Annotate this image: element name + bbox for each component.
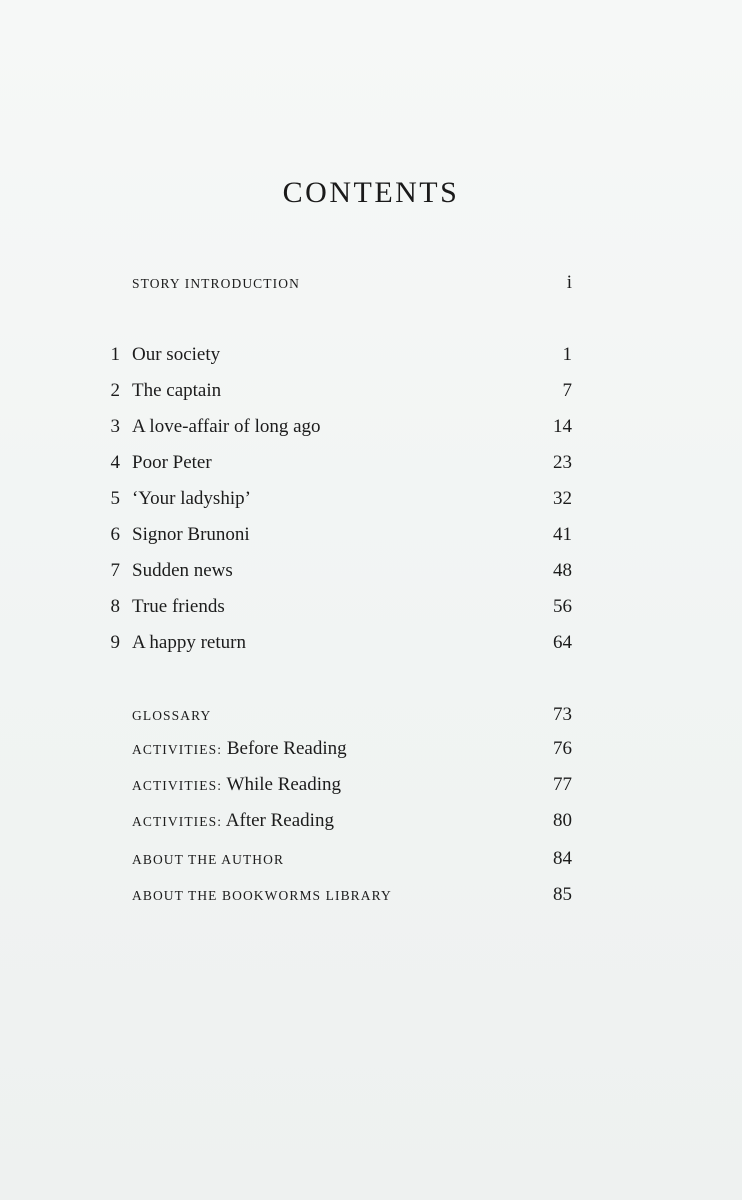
toc-entry-title: While Reading (226, 774, 342, 795)
toc-entry-number: 6 (110, 524, 120, 545)
toc-entry-chapter-9 (0, 628, 742, 658)
toc-entry-number: 1 (110, 344, 120, 365)
toc-entry-prefix: ACTIVITIES: (132, 814, 223, 829)
toc-entry-page: 56 (553, 596, 572, 617)
toc-entry-title: After Reading (225, 810, 334, 831)
toc-entry-about-library (0, 880, 742, 910)
page-title: CONTENTS (282, 176, 460, 209)
toc-entry-page: 32 (553, 488, 572, 509)
toc-entry-number: 8 (110, 596, 120, 617)
toc-entry-number: 3 (110, 416, 120, 437)
toc-entry-chapter-6 (0, 520, 742, 550)
toc-entry-label (132, 810, 334, 832)
toc-entry-page: 14 (553, 416, 572, 437)
toc-entry-number: 7 (110, 560, 120, 581)
toc-entry-page: 64 (553, 632, 572, 653)
toc-entry-page: 48 (553, 560, 572, 581)
toc-entry-label: A love-affair of long ago (132, 416, 321, 437)
toc-entry-page: 84 (553, 848, 572, 869)
toc-entry-number: 9 (110, 632, 120, 653)
toc-entry-page: 73 (553, 704, 572, 725)
toc-entry-label: Our society (132, 344, 221, 365)
toc-entry-number: 2 (110, 380, 120, 401)
toc-entry-label: Sudden news (132, 560, 233, 581)
toc-entry-about-author (0, 844, 742, 874)
toc-entry-prefix: ACTIVITIES: (132, 742, 223, 757)
toc-entry-page: 76 (553, 738, 572, 759)
toc-entry-activities-after (0, 806, 742, 836)
toc-entry-label (132, 738, 347, 760)
toc-entry-chapter-3 (0, 412, 742, 442)
toc-entry-story-introduction (0, 268, 742, 298)
toc-entry-label: ABOUT THE AUTHOR (132, 852, 285, 867)
toc-entry-label: ‘Your ladyship’ (132, 488, 251, 509)
toc-entry-page: 80 (553, 810, 572, 831)
toc-entry-chapter-8 (0, 592, 742, 622)
toc-entry-title: Before Reading (226, 738, 347, 759)
toc-entry-number: 4 (110, 452, 120, 473)
toc-entry-chapter-4 (0, 448, 742, 478)
toc-entry-label: Signor Brunoni (132, 524, 250, 545)
toc-entry-label: STORY INTRODUCTION (132, 276, 300, 291)
toc-entry-page: 41 (553, 524, 572, 545)
toc-entry-label: ABOUT THE BOOKWORMS LIBRARY (132, 888, 392, 903)
toc-entry-label: Poor Peter (132, 452, 212, 473)
toc-entry-label: GLOSSARY (132, 708, 212, 723)
toc-entry-label (132, 774, 341, 796)
toc-entry-page: 77 (553, 774, 572, 795)
toc-entry-page: 23 (553, 452, 572, 473)
toc-entry-label: True friends (132, 596, 225, 617)
toc-entry-activities-while (0, 770, 742, 800)
toc-entry-page: i (566, 272, 572, 293)
toc-entry-page: 85 (553, 884, 572, 905)
toc-entry-label: The captain (132, 380, 222, 401)
toc-entry-prefix: ACTIVITIES: (132, 778, 223, 793)
toc-entry-chapter-5 (0, 484, 742, 514)
toc-entry-page: 1 (562, 344, 572, 365)
toc-entry-chapter-7 (0, 556, 742, 586)
toc-entry-activities-before (0, 734, 742, 764)
toc-entry-glossary (0, 700, 742, 730)
toc-entry-label: A happy return (132, 632, 246, 653)
toc-entry-page: 7 (562, 380, 572, 401)
toc-entry-chapter-1 (0, 340, 742, 370)
toc-entry-chapter-2 (0, 376, 742, 406)
toc-entry-number: 5 (110, 488, 120, 509)
